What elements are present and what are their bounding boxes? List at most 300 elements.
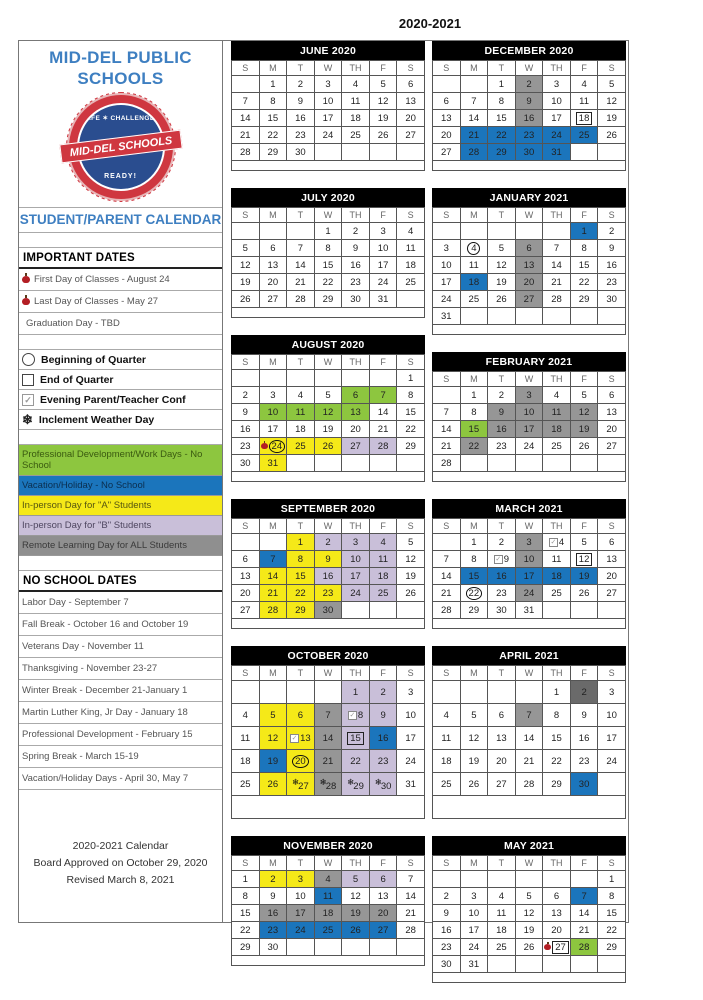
inclement-weather-snowflake-icon: ❄ [292,776,300,787]
day-of-week-header: F [369,208,397,223]
no-school-date-item: Thanksgiving - November 23-27 [19,658,222,680]
day-cell [232,939,260,956]
no-school-date-item: Professional Development - February 15 [19,724,222,746]
day-cell [433,551,461,568]
day-cell [369,223,397,240]
day-number: 29 [239,941,251,953]
day-cell [259,93,287,110]
marker-legend-label: End of Quarter [40,373,114,386]
month-spacer-cell [433,325,626,335]
day-number: 21 [405,907,416,919]
week-row [232,370,425,387]
day-cell [232,534,260,551]
day-cell [598,905,626,922]
day-header-row [232,355,425,370]
day-number: 10 [350,553,361,565]
day-number: 21 [239,129,251,141]
marker-legend-label: Inclement Weather Day [38,413,155,426]
day-cell [570,585,598,602]
day-number: 12 [578,553,590,565]
day-number: 7 [581,890,587,902]
day-cell [460,257,488,274]
day-number: 26 [523,941,535,953]
day-of-week-header: F [369,666,397,681]
day-number: 7 [325,709,331,721]
day-number: 11 [405,242,416,254]
day-number: 7 [297,242,304,254]
day-cell [570,602,598,619]
day-cell [397,681,425,704]
day-cell [314,110,342,127]
day-header-row [433,372,626,387]
day-cell [460,110,488,127]
day-number: 18 [405,259,416,271]
marker-legend [19,350,222,430]
day-number: 30 [350,293,361,305]
day-number: 21 [322,755,334,767]
day-cell [369,602,397,619]
day-number: 24 [271,440,283,452]
color-legend-item: In-person Day for "A" Students [19,496,222,516]
day-number: 10 [322,95,334,107]
day-cell [488,76,516,93]
day-cell [598,585,626,602]
day-of-week-header: W [515,519,543,534]
day-cell [397,888,425,905]
day-number: 31 [267,457,279,469]
month-spacer-row [433,325,626,335]
week-row [433,76,626,93]
day-number: 16 [267,907,279,919]
day-cell [232,871,260,888]
day-number: 23 [606,276,617,288]
logo-bottom-text: READY! [104,173,137,180]
month-grid [231,518,425,629]
day-of-week-header: TH [543,208,571,223]
day-number: 19 [606,112,617,124]
marker-legend-item [19,370,222,390]
week-row [232,110,425,127]
day-cell [598,534,626,551]
day-cell [369,438,397,455]
day-number: 5 [242,242,248,254]
week-row [433,750,626,773]
month-spacer-row [232,796,425,819]
day-cell [515,704,543,727]
day-cell [488,438,516,455]
day-number: 12 [523,907,535,919]
day-cell [232,681,260,704]
day-cell [259,905,287,922]
no-school-date-item: Winter Break - December 21-January 1 [19,680,222,702]
day-number: 4 [443,709,449,721]
day-of-week-header: TH [342,666,370,681]
day-number: 9 [270,890,276,902]
day-cell [433,750,461,773]
day-cell [314,750,342,773]
day-number: 8 [553,709,560,721]
day-number: 10 [523,553,535,565]
day-number: 13 [405,95,416,107]
day-cell [488,704,516,727]
day-cell [342,704,370,727]
day-cell [397,127,425,144]
day-number: 19 [496,276,507,288]
day-number: 21 [440,440,452,452]
day-number: 4 [242,709,248,721]
day-cell [314,387,342,404]
day-of-week-header: T [488,666,516,681]
day-cell [259,110,287,127]
month-calendar-december-2020 [432,41,626,171]
month-spacer-cell [232,161,425,171]
day-cell [460,681,488,704]
month-grid [231,665,425,819]
day-cell [515,291,543,308]
day-cell [433,438,461,455]
day-cell [598,939,626,956]
week-row [232,871,425,888]
day-number: 6 [242,553,248,565]
school-name-line2: SCHOOLS [77,69,164,88]
day-number: 8 [471,553,477,565]
day-of-week-header: S [232,856,260,871]
day-of-week-header: F [369,61,397,76]
week-row [232,76,425,93]
day-number: 25 [295,440,306,452]
month-grid [432,60,626,171]
day-number: 27 [405,129,416,141]
day-cell [515,76,543,93]
day-number: 22 [405,423,416,435]
day-number: 10 [267,406,279,418]
day-cell [488,922,516,939]
day-cell [314,455,342,472]
day-number: 15 [350,732,361,744]
day-cell [287,750,315,773]
month-header: FEBRUARY 2021 [432,352,626,371]
day-number: 25 [551,440,562,452]
day-cell [543,223,571,240]
day-number: 26 [606,129,617,141]
apple-icon [22,276,30,283]
day-number: 11 [378,553,389,565]
day-number: 6 [526,242,532,254]
day-cell [369,257,397,274]
day-number: 19 [523,924,535,936]
day-cell [232,144,260,161]
day-of-week-header: S [232,355,260,370]
day-of-week-header: W [314,666,342,681]
day-cell [598,551,626,568]
day-cell [342,905,370,922]
day-cell [342,257,370,274]
month-spacer-cell [433,973,626,983]
day-cell [232,773,260,796]
day-of-week-header: TH [342,208,370,223]
day-number: 15 [551,732,562,744]
day-cell [314,223,342,240]
week-row [232,438,425,455]
day-cell [314,421,342,438]
apple-icon [544,944,551,950]
day-cell [232,888,260,905]
day-of-week-header: T [287,208,315,223]
important-date-text: Last Day of Classes - May 27 [34,296,159,307]
day-cell [314,704,342,727]
parent-teacher-conf-check-icon: ✓ [550,538,557,546]
day-cell [342,404,370,421]
day-number: 4 [558,536,565,548]
day-number: 16 [350,259,361,271]
color-legend [19,445,222,556]
no-school-date-item: Vacation/Holiday Days - April 30, May 7 [19,768,222,790]
day-number: 17 [523,570,535,582]
week-row [433,871,626,888]
day-cell [314,922,342,939]
day-cell [543,455,571,472]
day-cell [232,223,260,240]
day-cell [570,727,598,750]
important-date-item [19,269,222,291]
day-cell [460,404,488,421]
week-row [433,308,626,325]
day-cell [515,602,543,619]
end-of-quarter-box [552,941,569,954]
day-cell [342,421,370,438]
day-number: 21 [267,587,279,599]
day-number: 2 [498,536,505,548]
day-cell [232,257,260,274]
day-of-week-header: S [232,61,260,76]
day-number: 26 [468,778,480,790]
day-of-week-header: M [460,666,488,681]
day-number: 26 [239,293,251,305]
day-number: 3 [471,890,477,902]
month-spacer-row [232,956,425,966]
day-number: 4 [498,890,505,902]
day-number: 1 [242,873,248,885]
day-of-week-header: M [460,372,488,387]
day-number: 22 [578,276,590,288]
day-number: 27 [555,941,566,953]
day-number: 29 [578,293,590,305]
apple-icon [22,298,30,305]
day-number: 7 [380,389,386,401]
day-number: 17 [606,732,617,744]
day-cell [570,773,598,796]
day-cell [515,257,543,274]
day-cell [570,551,598,568]
month-spacer-row [232,472,425,482]
day-cell [232,438,260,455]
day-cell [232,750,260,773]
week-row [232,404,425,421]
day-cell [342,534,370,551]
day-number: 14 [377,406,389,418]
day-cell [488,387,516,404]
day-cell [259,704,287,727]
day-number: 3 [609,686,615,698]
day-cell [598,274,626,291]
day-cell [397,240,425,257]
day-number: 24 [405,755,416,767]
day-number: 15 [468,423,480,435]
day-cell [570,291,598,308]
end-of-quarter-box [347,732,364,745]
month-grid [231,207,425,318]
day-cell [342,387,370,404]
day-cell [259,534,287,551]
week-row [433,257,626,274]
day-cell [515,534,543,551]
day-number: 11 [350,95,361,107]
day-cell [342,551,370,568]
day-cell [259,602,287,619]
day-cell [314,127,342,144]
no-school-date-item: Spring Break - March 15-19 [19,746,222,768]
day-cell [259,144,287,161]
day-cell [397,727,425,750]
day-number: 15 [468,570,480,582]
day-cell [287,438,315,455]
day-cell [460,750,488,773]
day-cell [488,240,516,257]
month-spacer-cell [232,796,425,819]
day-number: 5 [471,709,477,721]
day-cell [598,681,626,704]
week-row [433,455,626,472]
day-cell [433,223,461,240]
day-cell [232,404,260,421]
month-calendar-february-2021 [432,352,626,482]
day-number: 30 [322,604,334,616]
day-cell [342,240,370,257]
day-of-week-header: T [488,372,516,387]
day-cell [369,76,397,93]
week-row [433,534,626,551]
day-cell [570,110,598,127]
day-of-week-header: S [598,666,626,681]
day-number: 12 [377,95,389,107]
day-number: 11 [323,890,333,902]
day-number: 31 [440,310,452,322]
no-school-dates-list [19,592,222,790]
day-cell [369,727,397,750]
day-number: 9 [242,406,248,418]
week-row [433,727,626,750]
day-number: 26 [377,129,389,141]
day-number: 18 [295,423,306,435]
day-number: 5 [352,873,359,885]
day-cell [287,704,315,727]
month-spacer-cell [232,472,425,482]
day-cell [433,421,461,438]
day-cell [287,127,315,144]
day-cell [369,922,397,939]
day-cell [570,93,598,110]
day-number: 12 [322,406,334,418]
day-cell [543,750,571,773]
day-number: 3 [553,78,560,90]
day-cell [543,585,571,602]
day-number: 17 [267,423,279,435]
month-header: MARCH 2021 [432,499,626,518]
month-calendar-may-2021 [432,836,626,983]
day-number: 15 [496,112,507,124]
month-spacer-row [433,161,626,171]
day-cell [598,888,626,905]
day-cell [598,602,626,619]
day-of-week-header: TH [342,519,370,534]
day-cell [314,93,342,110]
day-number: 24 [468,941,480,953]
day-cell [570,956,598,973]
day-cell [433,93,461,110]
day-number: 29 [496,146,507,158]
day-number: 26 [350,924,361,936]
day-number: 5 [380,78,386,90]
day-cell [488,110,516,127]
day-cell [259,421,287,438]
day-cell [488,144,516,161]
day-cell [287,568,315,585]
school-name-line1: MID-DEL PUBLIC [49,48,192,67]
day-number: 6 [498,709,505,721]
day-cell [543,568,571,585]
end-of-quarter-box [576,553,593,566]
day-of-week-header: S [397,666,425,681]
day-cell [433,568,461,585]
day-number: 24 [523,440,535,452]
month-spacer-cell [232,619,425,629]
day-number: 25 [350,129,361,141]
day-number: 26 [322,440,334,452]
month-spacer-row [232,161,425,171]
day-cell [488,551,516,568]
day-number: 7 [270,553,276,565]
month-calendar-july-2020 [231,188,425,318]
day-cell [570,438,598,455]
week-row [433,922,626,939]
day-cell [259,922,287,939]
day-cell [598,257,626,274]
day-number: 30 [578,778,590,790]
day-cell [598,704,626,727]
day-header-row [232,208,425,223]
day-cell [369,939,397,956]
day-number: 9 [609,242,615,254]
day-of-week-header: S [598,856,626,871]
week-row [232,274,425,291]
day-number: 8 [609,890,615,902]
day-number: 20 [295,755,306,767]
day-of-week-header: S [598,61,626,76]
day-number: 23 [523,129,535,141]
day-cell [369,534,397,551]
day-number: 14 [440,423,452,435]
end-of-quarter-box [576,112,593,125]
day-number: 15 [606,907,617,919]
day-cell [488,308,516,325]
day-cell [397,404,425,421]
day-cell [433,888,461,905]
day-number: 28 [267,604,279,616]
day-cell [433,773,461,796]
day-number: 13 [440,112,452,124]
day-cell [369,888,397,905]
month-spacer-cell [433,161,626,171]
